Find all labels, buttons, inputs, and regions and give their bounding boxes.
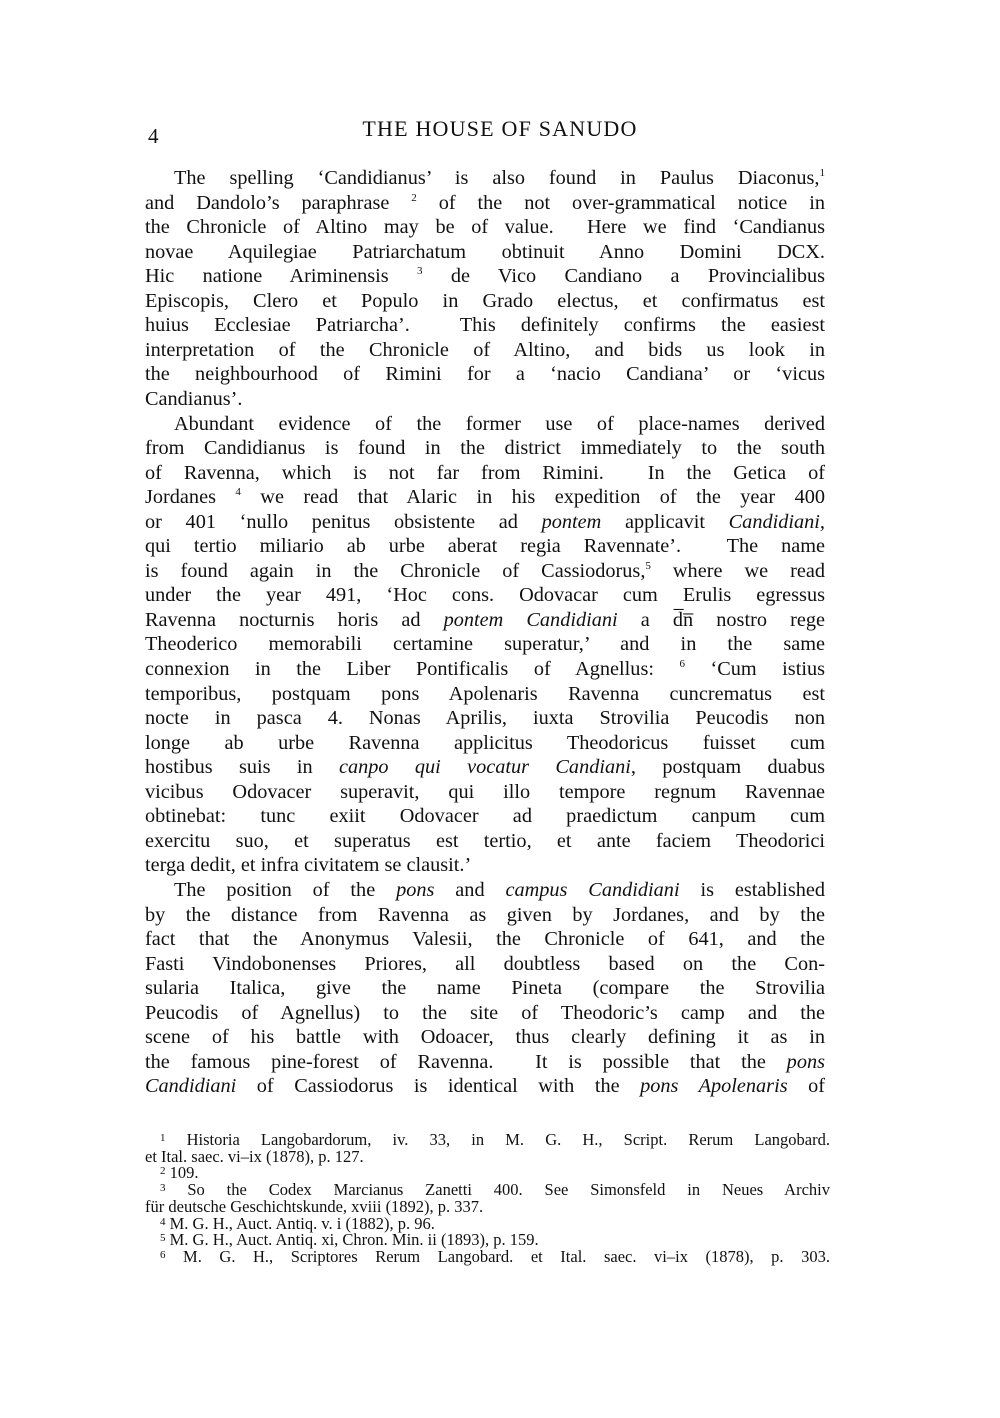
text-run: from Candidianus is found in the district immediately to the south [145,437,825,460]
text-run: where we read [650,559,825,582]
text-run: So the Codex Marcianus Zanetti 400. See Simonsfeld in Neues Archiv [165,1180,830,1200]
text-run: et Ital. saec. vi–ix (1878), p. 127. [145,1146,364,1166]
text-run: ‘Cum istius [684,658,825,680]
text-line [145,1025,825,1050]
text-run: Fasti Vindobonenses Priores, all doubtless based on the Con- [145,952,825,975]
text-run: connexion in the Liber Pontificalis of Agnellus: [145,658,680,680]
text-line [145,903,825,928]
footnote-line [160,1231,830,1248]
footnote-reference: 4 [235,486,241,499]
text-line [145,485,825,510]
text-line [145,780,825,805]
footnote-reference: 1 [160,1132,166,1144]
footnote-line [160,1181,830,1198]
text-run: vicibus Odovacer superavit, qui illo tempore regnum Ravennae [145,780,825,803]
italic-text: pontem Candidiani [443,608,618,631]
text-run: nocte in pasca 4. Nonas Aprilis, iuxta Strovilia Peucodis non [145,707,825,730]
text-line [145,927,825,952]
footnote-reference: 6 [160,1248,166,1261]
text-line [145,608,825,633]
text-run: de Vico Candiano a Provincialibus [422,265,826,288]
italic-text: pons [786,1050,825,1073]
footnote-reference: 5 [160,1232,166,1245]
text-line [145,632,825,657]
running-title: THE HOUSE OF SANUDO [362,116,638,141]
text-run: novae Aquilegiae Patriarchatum obtinuit Anno Domini DCX. [145,240,825,263]
footnote-line [160,1131,830,1148]
text-line [145,215,825,240]
text-run: we read that Alaric in his expedition of the year 400 [240,486,825,509]
text-run: 109. [165,1163,199,1183]
text-line [145,436,825,461]
text-run: the Chronicle of Altino may be of value. Here we find ‘Candianus [145,216,825,239]
text-run: is established [679,878,825,901]
italic-text: Candidiani, [728,510,826,533]
text-run: huius Ecclesiae Patriarcha’. This definitely confirms the easiest [145,314,825,337]
text-run: M. G. H., Auct. Antiq. xi, Chron. Min. ii (1893), p. 159. [165,1230,539,1250]
footnote-line [145,1148,830,1165]
text-run: The position of the [174,878,397,901]
text-run: exercitu suo, et superatus est tertio, et ante faciem Theodorici [145,829,825,852]
text-line [145,289,825,314]
text-run: a d̅n̅ nostro rege [617,608,825,631]
text-run: the neighbourhood of Rimini for a ‘nacio Candiana’ or ‘vicus [145,363,825,386]
text-line [145,461,825,486]
text-run: Historia Langobardorum, iv. 33, in M. G. H., Script. Rerum Langobard. [165,1130,830,1149]
text-line [145,1074,825,1099]
text-run: is found again in the Chronicle of Cassiodorus, [145,559,646,582]
text-run: M. G. H., Scriptores Rerum Langobard. et Ital. saec. vi–ix (1878), p. 303. [165,1246,830,1266]
text-line [145,191,825,216]
text-run: temporibus, postquam pons Apolenaris Ravenna cuncrematus est [145,682,825,705]
text-run: under the year 491, ‘Hoc cons. Odovacar cum Erulis egressus [145,584,825,607]
text-run: M. G. H., Auct. Antiq. v. i (1882), p. 96. [165,1213,435,1233]
text-run: Peucodis of Agnellus) to the site of Theodoric’s camp and the [145,1001,825,1024]
text-line [174,166,825,191]
text-run: of Ravenna, which is not far from Rimini. In the Getica of [145,461,825,484]
text-line [145,534,825,559]
text-line [174,878,825,903]
text-line [145,240,825,265]
text-run: für deutsche Geschichtskunde, xviii (1892), p. 337. [145,1196,484,1216]
text-line [145,829,825,854]
footnote-reference: 3 [160,1182,166,1195]
text-run: and Dandolo’s paraphrase [145,191,412,214]
footnote-line [160,1215,830,1232]
text-line [145,952,825,977]
text-line [145,338,825,363]
text-run: applicavit [601,510,729,533]
text-run: Ravenna nocturnis horis ad [145,608,444,631]
text-run: fact that the Anonymus Valesii, the Chronicle of 641, and the [145,928,825,951]
text-run: terga dedit, et infra civitatem se clausit.’ [145,854,472,877]
text-run: or 401 ‘nullo penitus obsistente ad [145,510,542,533]
italic-text: canpo qui vocatur Candiani [338,756,631,779]
text-run: sularia Italica, give the name Pineta (compare the Strovilia [145,977,825,1000]
text-line [145,313,825,338]
text-line [145,583,825,608]
footnote-line [145,1198,830,1215]
text-line [145,706,825,731]
text-run: hostibus suis in [145,756,339,779]
text-run: of [787,1075,826,1098]
text-run: obtinebat: tunc exiit Odovacer ad praedictum canpum cum [145,805,825,828]
italic-text: pontem [541,510,602,533]
text-line [145,657,825,682]
text-run: interpretation of the Chronicle of Altino, and bids us look in [145,338,825,361]
text-line [145,510,825,535]
text-line [145,559,825,584]
text-run: of Cassiodorus is identical with the [236,1075,641,1098]
italic-text: pons [396,878,435,901]
footnote-reference: 2 [160,1165,166,1178]
text-run: Jordanes [145,486,236,509]
text-line [145,804,825,829]
text-run: the famous pine-forest of Ravenna. It is possible that the [145,1050,787,1073]
text-line [145,682,825,707]
text-run: by the distance from Ravenna as given by Jordanes, and by the [145,903,825,926]
text-run: Abundant evidence of the former use of place-names derived [174,412,825,435]
text-run: The spelling ‘Candidianus’ is also found in Paulus Diaconus, [174,167,820,189]
text-run: Episcopis, Clero et Populo in Grado electus, et confirmatus est [145,289,825,312]
text-run: of the not over-grammatical notice in [416,191,825,214]
footnote-line [160,1164,830,1181]
text-run: and [434,878,506,901]
italic-text: Candidiani [145,1075,237,1098]
footnote-reference: 2 [411,191,417,204]
text-run: qui tertio miliario ab urbe aberat regia Ravennate’. The name [145,535,825,558]
text-line [145,976,825,1001]
text-run: Candianus’. [145,387,243,410]
footnote-reference: 5 [645,559,651,572]
text-line [145,731,825,756]
footnote-reference: 6 [679,658,685,670]
text-line [174,412,825,437]
text-line [145,1001,825,1026]
text-line [145,264,825,289]
text-run: scene of his battle with Odoacer, thus clearly defining it as in [145,1026,825,1049]
text-line [145,755,825,780]
footnote-reference: 4 [160,1215,166,1228]
text-line [145,853,825,878]
footnote-reference: 3 [417,265,423,278]
text-run: longe ab urbe Ravenna applicitus Theodoricus fuisset cum [145,731,825,754]
text-run: Theoderico memorabili certamine superatur,’ and in the same [145,633,825,656]
text-line [145,387,825,412]
footnote-reference: 1 [819,167,825,179]
italic-text: pons Apolenaris [640,1075,788,1098]
italic-text: campus Candidiani [505,878,680,901]
text-line [145,1050,825,1075]
text-run: Hic natione Ariminensis [145,265,417,288]
page-number: 4 [148,124,159,148]
text-run: , postquam duabus [630,756,825,779]
footnote-line [160,1248,830,1265]
text-line [145,362,825,387]
